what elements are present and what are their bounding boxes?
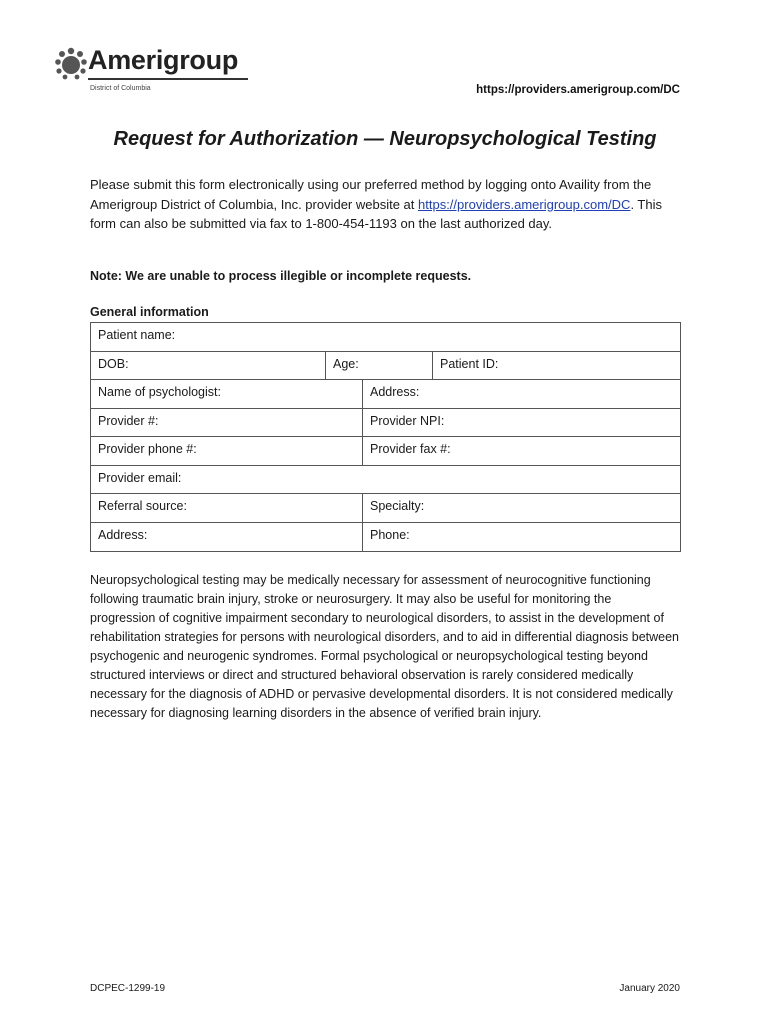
page-title: Request for Authorization — Neuropsychological Testing bbox=[113, 128, 657, 150]
referral-source-field[interactable]: Referral source: bbox=[98, 499, 187, 513]
intro-text-start: Please submit this form electronically using our preferred method by logging onto Availity from the Amerigroup District of Columbia, Inc. provider website at bbox=[90, 177, 652, 212]
footer-date: January 2020 bbox=[619, 983, 680, 994]
form-row bbox=[91, 380, 680, 409]
provider-website-link[interactable]: https://providers.amerigroup.com/DC bbox=[418, 196, 631, 212]
form-row bbox=[91, 352, 680, 381]
amerigroup-logo bbox=[54, 44, 254, 98]
logo-wordmark: Amerigroup bbox=[88, 45, 239, 75]
provider-fax-field[interactable]: Provider fax #: bbox=[362, 437, 680, 465]
psychologist-address-field[interactable]: Address: bbox=[362, 380, 680, 408]
provider-number-field[interactable]: Provider #: bbox=[98, 413, 159, 428]
patient-id-field[interactable]: Patient ID: bbox=[432, 352, 680, 380]
neuropsych-description-paragraph: Neuropsychological testing may be medically necessary for assessment of neurocognitive functioning following traumatic brain injury, stroke or neurosurgery. It may also be useful for monitoring the progression of cognitive impairment secondary to neurological disorders, to assist in the development of rehabilitation strategies for persons with neurological disorders, and to aid in differential diagnosis between psychogenic and neurogenic syndromes. Formal psychological or neuropsychological testing beyond structured interviews or direct and structured behavioral observation is rarely considered medically necessary for the diagnosis of ADHD or pervasive developmental disorders. It is not considered medically necessary for diagnosing learning disorders in the absence of verified brain injury. bbox=[90, 573, 680, 720]
form-row bbox=[91, 523, 680, 552]
age-field[interactable]: Age: bbox=[325, 352, 432, 380]
provider-email-field[interactable]: Provider email: bbox=[98, 470, 182, 485]
header-url: https://providers.amerigroup.com/DC bbox=[476, 84, 680, 96]
form-row bbox=[91, 409, 680, 438]
logo-burst-icon bbox=[54, 46, 88, 82]
referral-address-field[interactable]: Address: bbox=[98, 527, 148, 542]
specialty-field[interactable]: Specialty: bbox=[362, 494, 680, 522]
note-text: Note: We are unable to process illegible or incomplete requests. bbox=[90, 269, 472, 283]
provider-npi-field[interactable]: Provider NPI: bbox=[362, 409, 680, 437]
patient-name-field[interactable]: Patient name: bbox=[98, 328, 176, 342]
form-row bbox=[91, 437, 680, 466]
psychologist-name-field[interactable]: Name of psychologist: bbox=[98, 385, 221, 399]
form-row bbox=[91, 323, 680, 352]
form-row bbox=[91, 494, 680, 523]
provider-phone-field[interactable]: Provider phone #: bbox=[98, 442, 197, 456]
logo-subtitle: District of Columbia bbox=[90, 85, 151, 92]
general-info-form bbox=[90, 322, 681, 552]
logo-divider bbox=[88, 78, 248, 80]
referral-phone-field[interactable]: Phone: bbox=[362, 523, 680, 552]
dob-field[interactable]: DOB: bbox=[98, 356, 129, 371]
footer-form-code: DCPEC-1299-19 bbox=[90, 983, 166, 994]
intro-paragraph bbox=[90, 175, 690, 234]
intro-text-end: . This form can also be submitted via fax to 1-800-454-1193 on the last authorized day. bbox=[90, 196, 662, 231]
section-heading-general-info: General information bbox=[90, 305, 209, 319]
form-row bbox=[91, 466, 680, 495]
